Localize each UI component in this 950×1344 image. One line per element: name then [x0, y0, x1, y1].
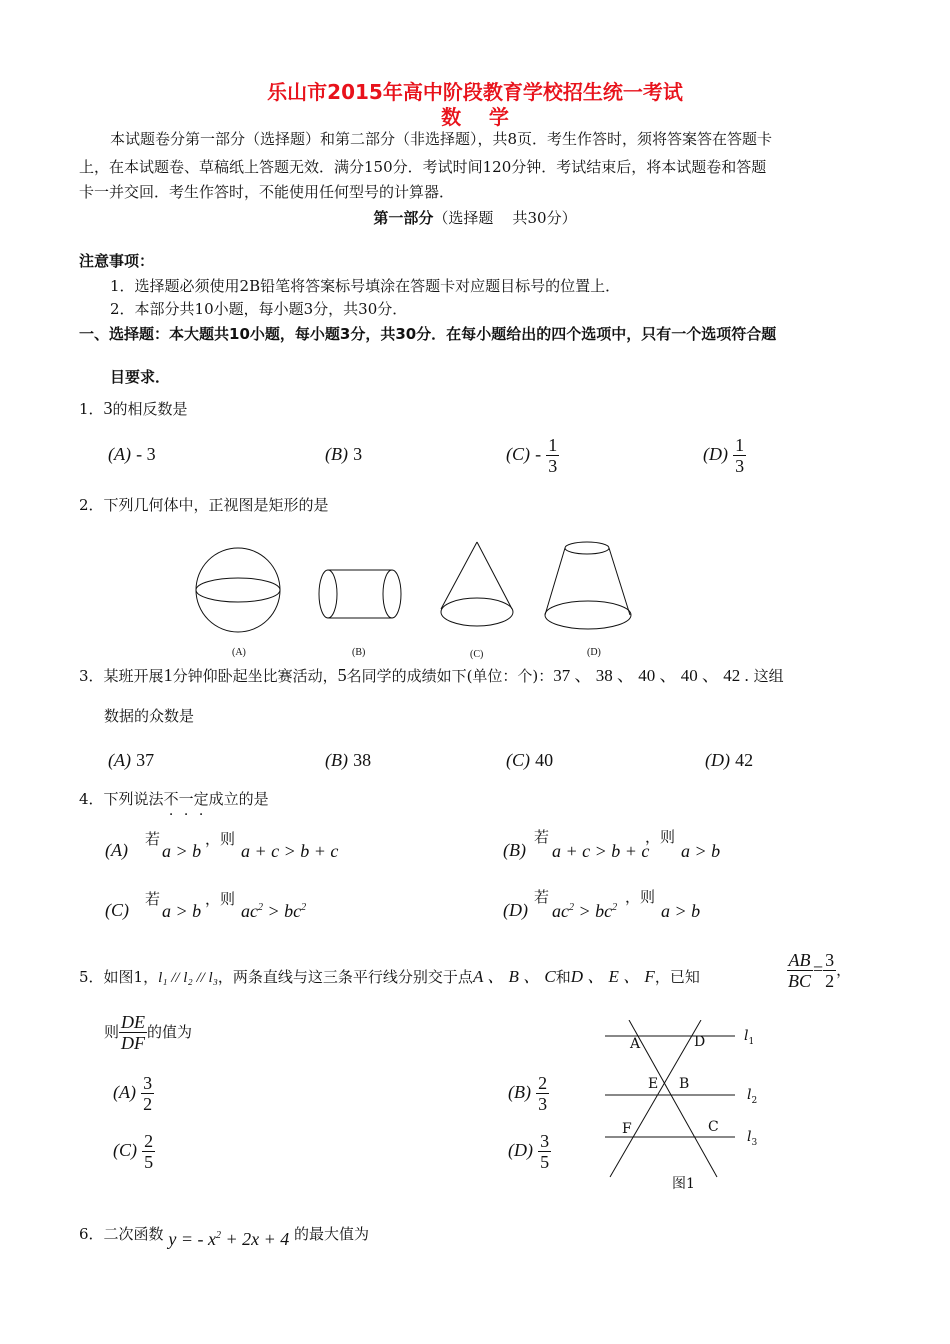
q1-option-a: (A) - 3	[108, 444, 156, 464]
notice-heading: 注意事项：	[79, 252, 155, 270]
q4-option-d: (D)	[503, 900, 528, 920]
q4-d-then: ，则	[625, 888, 656, 906]
solid-label-c: (C)	[470, 649, 484, 660]
section1-line-1: 一、选择题：本大题共10小题，每小题3分，共30分．在每小题给出的四个选项中，只有一个选项符合题	[79, 325, 777, 343]
q4-a-cond: a > b	[162, 841, 202, 861]
question-3-line-2: 数据的众数是	[104, 707, 195, 725]
line-l1-label: $l_1$	[744, 1028, 755, 1047]
point-c-label: C	[708, 1119, 719, 1135]
part1-heading: 第一部分（选择题 共30分）	[373, 209, 577, 227]
point-e-label: E	[648, 1076, 659, 1092]
cone-shape	[441, 542, 513, 626]
q3-option-a: (A) 37	[108, 750, 155, 770]
transversal-2	[610, 1020, 701, 1177]
question-6: 6．二次函数 y = - $x^2 + 2x + 4$ 的最大值为	[79, 1225, 370, 1249]
question-1: 1．3的相反数是	[79, 398, 188, 418]
point-f-label: F	[622, 1121, 632, 1137]
q4-b-cond: a + c > b + c	[552, 841, 650, 861]
q4-option-a: (A)	[105, 840, 128, 860]
q5-option-b: (B) $\frac{2}{3}$	[508, 1073, 548, 1114]
q5-given-ratio: $\frac{AB}{BC}$ = $\frac{3}{2}$ ，	[788, 950, 852, 991]
q4-d-if: 若	[534, 888, 550, 906]
q4-c-res: $ac^2 > bc^2$	[241, 901, 307, 921]
q4-a-then: ，则	[205, 830, 236, 848]
cylinder-shape	[319, 570, 401, 618]
subject-title: 数 学	[441, 105, 509, 129]
q4-a-res: a + c > b + c	[241, 841, 339, 861]
q4-a-if: 若	[145, 830, 161, 848]
figure-1-caption: 图1	[672, 1176, 695, 1192]
intro-line-3: 卡一并交回．考生作答时，不能使用任何型号的计算器．	[79, 183, 455, 201]
point-d-label: D	[694, 1034, 706, 1050]
q3-option-b: (B) 38	[325, 750, 372, 770]
q4-d-cond: $ac^2 > bc^2$	[552, 901, 618, 921]
notice-item-1: 1．选择题必须使用2B铅笔将答案标号填涂在答题卡对应题目标号的位置上．	[110, 277, 621, 295]
q5-option-a: (A) $\frac{3}{2}$	[113, 1073, 153, 1114]
line-l3-label: $l_3$	[747, 1129, 758, 1148]
sphere-shape	[196, 548, 280, 632]
exam-title: 乐山市2015年高中阶段教育学校招生统一考试	[267, 80, 683, 104]
question-4: 4．下列说法不一定成立的是	[79, 790, 269, 808]
q4-option-b: (B)	[503, 840, 526, 860]
q3-option-d: (D) 42	[705, 750, 754, 770]
q4-d-res: a > b	[661, 901, 701, 921]
q4-b-then: ，则	[645, 828, 676, 846]
q4-c-then: ，则	[205, 890, 236, 908]
frustum-shape	[545, 542, 631, 629]
question-3-line-1: 3．某班开展1分钟仰卧起坐比赛活动，5名同学的成绩如下(单位：个)：37 、 38 、 40 、 40 、 42 . 这组	[79, 665, 784, 685]
q4-b-if: 若	[534, 828, 550, 846]
point-a-label: A	[630, 1036, 641, 1052]
notice-item-2: 2．本部分共10小题，每小题3分，共30分．	[110, 300, 408, 318]
solid-label-b: (B)	[352, 647, 366, 658]
geometric-solids-figure	[190, 535, 650, 660]
q4-option-c: (C)	[105, 900, 129, 920]
point-b-label: B	[679, 1076, 690, 1092]
solid-label-a: (A)	[232, 647, 246, 658]
q1-option-c: (C) - $\frac{1}{3}$	[506, 435, 558, 476]
intro-line-1: 本试题卷分第一部分（选择题）和第二部分（非选择题），共8页．考生作答时，须将答案答在答题卡	[110, 130, 773, 148]
solid-label-d: (D)	[587, 647, 601, 658]
q4-c-if: 若	[145, 890, 161, 908]
section1-line-2: 目要求．	[110, 368, 171, 386]
q4-b-res: a > b	[681, 841, 721, 861]
line-l2-label: $l_2$	[747, 1087, 758, 1106]
q3-option-c: (C) 40	[506, 750, 554, 770]
question-5-line-2: 则 $\frac{DE}{DF}$ 的值为	[104, 1012, 193, 1053]
q1-option-d: (D) $\frac{1}{3}$	[703, 435, 745, 476]
q1-option-b: (B) 3	[325, 444, 363, 464]
question-2: 2．下列几何体中，正视图是矩形的是	[79, 496, 329, 514]
q4-c-cond: a > b	[162, 901, 202, 921]
question-5-line-1: 5．如图1，l₁ // l₂ // l₃，两条直线与这三条平行线分别交于点A 、 B 、 C和D 、 E 、 F，已知	[79, 967, 700, 986]
q5-option-d: (D) $\frac{3}{5}$	[508, 1131, 550, 1172]
q5-option-c: (C) $\frac{2}{5}$	[113, 1131, 154, 1172]
intro-line-2: 上，在本试题卷、草稿纸上答题无效．满分150分．考试时间120分钟．考试结束后，将本试题卷和答题	[79, 158, 767, 176]
